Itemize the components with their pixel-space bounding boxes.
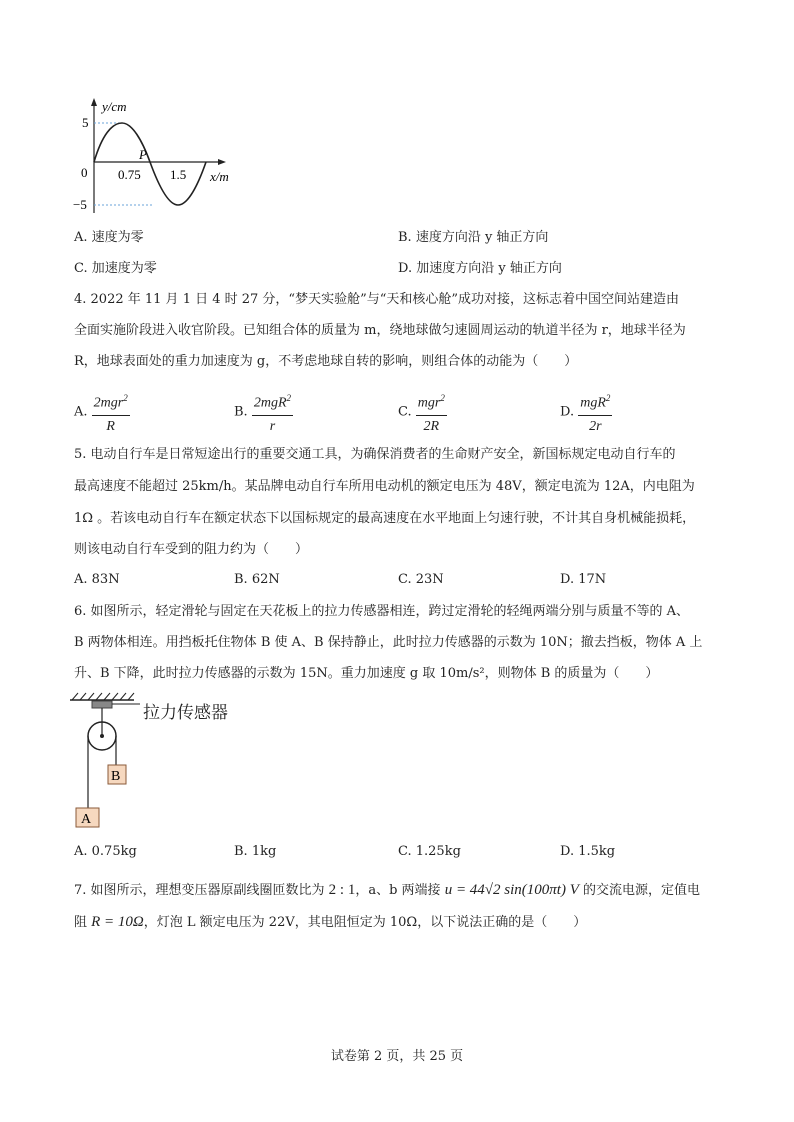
q5-text-line2: 最高速度不能超过 25km/h。某品牌电动自行车所用电动机的额定电压为 48V，额定电流为 12A，内电阻为	[74, 479, 695, 494]
q4-option-d-denominator: 2r	[589, 418, 602, 434]
origin-label: 0	[81, 165, 88, 180]
superscript: 2	[123, 393, 128, 403]
q4-option-c[interactable]	[398, 388, 447, 437]
q4-option-b-label: B.	[234, 404, 248, 420]
q3-option-c[interactable]: C. 加速度为零	[74, 261, 157, 276]
q7-line1-post: 的交流电源，定值电	[578, 883, 701, 898]
q4-option-b-fraction	[252, 388, 293, 437]
x-axis-label: x/m	[210, 169, 229, 184]
q6-option-b[interactable]: B. 1kg	[234, 844, 277, 859]
q6-text-line3: 升、B 下降，此时拉力传感器的示数为 15N。重力加速度 g 取 10m/s²，则物体 B 的质量为（ ）	[74, 666, 659, 681]
wave-graph	[70, 95, 260, 220]
block-a-label: A	[81, 812, 92, 827]
q7-ratio: 2 : 1	[328, 882, 356, 898]
q3-option-a[interactable]: A. 速度为零	[74, 230, 144, 245]
q6-text-line1: 6. 如图所示，轻定滑轮与固定在天花板上的拉力传感器相连，跨过定滑轮的轻绳两端分别与质量不等的 A、	[74, 604, 690, 619]
q7-resistor: R = 10Ω	[91, 914, 144, 930]
q4-option-d-fraction	[578, 388, 612, 437]
q4-option-c-fraction	[416, 388, 447, 437]
q5-option-a[interactable]: A. 83N	[74, 572, 120, 587]
q7-formula: u = 44√2 sin(100πt) V	[444, 882, 579, 898]
point-p-label: P	[139, 147, 147, 162]
q4-option-d-numerator: mgR	[580, 395, 606, 411]
x-tick-0-75: 0.75	[118, 167, 141, 182]
force-sensor	[92, 701, 112, 708]
q5-option-b[interactable]: B. 62N	[234, 572, 280, 587]
q3-option-b[interactable]: B. 速度方向沿 y 轴正方向	[398, 230, 549, 245]
q7-text-line2	[74, 912, 586, 933]
q4-text-line3: R，地球表面处的重力加速度为 g，不考虑地球自转的影响，则组合体的动能为（ ）	[74, 354, 578, 369]
q5-option-d[interactable]: D. 17N	[560, 572, 607, 587]
q7-text-line1	[74, 880, 700, 901]
superscript: 2	[440, 393, 445, 403]
superscript: 2	[605, 393, 611, 403]
q4-option-a-fraction	[92, 388, 130, 437]
ceiling-hatch	[72, 693, 134, 700]
y-max-label: 5	[82, 115, 89, 130]
q7-line1-pre: 7. 如图所示，理想变压器原副线圈匝数比为	[74, 883, 329, 898]
q5-text-line4: 则该电动自行车受到的阻力约为（ ）	[74, 542, 309, 557]
q5-text-line1: 5. 电动自行车是日常短途出行的重要交通工具，为确保消费者的生命财产安全，新国标规定电动自行车的	[74, 447, 676, 462]
q6-option-a[interactable]: A. 0.75kg	[74, 844, 137, 859]
q4-option-b-denominator: r	[269, 418, 276, 434]
pulley-axle	[100, 734, 104, 738]
q4-option-a-label: A.	[74, 404, 88, 420]
q4-option-d-label: D.	[560, 404, 575, 420]
wave-curve	[94, 123, 206, 205]
q5-option-c[interactable]: C. 23N	[398, 572, 444, 587]
q4-text-line2: 全面实施阶段进入收官阶段。已知组合体的质量为 m，绕地球做匀速圆周运动的轨道半径为 r，地球半径为	[74, 323, 686, 338]
y-axis-label: y/cm	[102, 99, 127, 114]
q6-option-d[interactable]: D. 1.5kg	[560, 844, 616, 859]
q4-option-a[interactable]	[74, 388, 130, 437]
q4-option-c-label: C.	[398, 404, 412, 420]
q4-option-b-numerator: 2mgR	[253, 395, 287, 411]
q4-option-b[interactable]	[234, 388, 293, 437]
y-axis-arrow	[91, 98, 97, 106]
q4-text-line1: 4. 2022 年 11 月 1 日 4 时 27 分，“梦天实验舱”与“天和核心舱”成功对接，这标志着中国空间站建造由	[74, 292, 680, 307]
x-axis-arrow	[218, 159, 226, 165]
q7-line1-mid: ，a、b 两端接	[355, 883, 445, 898]
q4-option-a-numerator: 2mgr	[93, 395, 124, 411]
q5-text-line3: 1Ω 。若该电动自行车在额定状态下以国标规定的最高速度在水平地面上匀速行驶，不计其自身机械能损耗，	[74, 511, 696, 526]
q4-option-c-numerator: mgr	[417, 395, 441, 411]
page-footer: 试卷第 2 页，共 25 页	[330, 1049, 464, 1064]
q7-line2-pre: 阻	[74, 915, 92, 930]
block-b-label: B	[111, 769, 121, 784]
q6-option-c[interactable]: C. 1.25kg	[398, 844, 461, 859]
q6-text-line2: B 两物体相连。用挡板托住物体 B 使 A、B 保持静止，此时拉力传感器的示数为 10N；撤去挡板，物体 A 上	[74, 635, 703, 650]
q7-line2-post: ，灯泡 L 额定电压为 22V，其电阻恒定为 10Ω，以下说法正确的是（ ）	[143, 915, 587, 930]
q3-option-d[interactable]: D. 加速度方向沿 y 轴正方向	[398, 261, 562, 276]
y-min-label: −5	[73, 197, 87, 212]
superscript: 2	[286, 393, 291, 403]
q4-option-a-denominator: R	[106, 418, 115, 434]
q4-option-c-denominator: 2R	[423, 418, 440, 434]
q4-option-d[interactable]	[560, 388, 612, 437]
sensor-label: 拉力传感器	[143, 703, 228, 723]
x-tick-1-5: 1.5	[170, 167, 187, 182]
